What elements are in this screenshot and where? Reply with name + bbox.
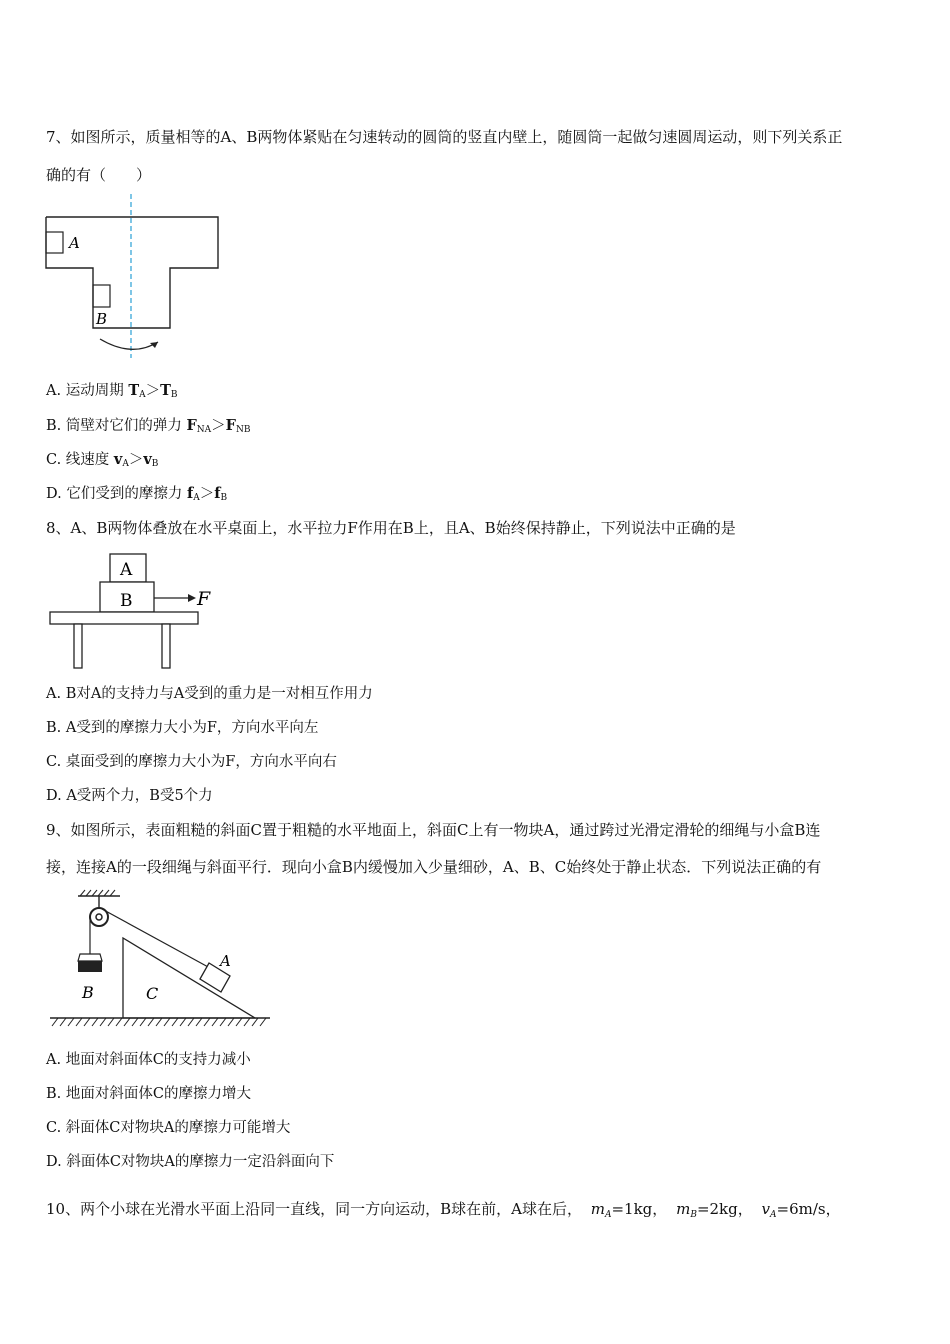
q8-stem-line1: 8、A、B两物体叠放在水平桌面上，水平拉力F作用在B上，且A、B始终保持静止，下列说法中正确的是 [46,519,736,537]
q8-option-c[interactable]: C. 桌面受到的摩擦力大小为F，方向水平向右 [46,754,337,770]
q8-table-leg-left [74,624,82,668]
q7-label-b: B [96,310,108,328]
q9-option-b[interactable]: B. 地面对斜面体C的摩擦力增大 [46,1086,251,1102]
q7-figure [40,192,230,362]
q9-incline-c [123,938,255,1018]
q8-table-leg-right [162,624,170,668]
q9-option-c[interactable]: C. 斜面体C对物块A的摩擦力可能增大 [46,1120,291,1136]
q8-option-b[interactable]: B. A受到的摩擦力大小为F，方向水平向左 [46,720,319,736]
q8-label-a: A [120,560,133,580]
q10-stem-line1: 10、两个小球在光滑水平面上沿同一直线，同一方向运动，B球在前，A球在后， $m_A=1kg$， $m_B=2kg$， $v_A=6m/s$， [46,1199,841,1225]
q8-option-a[interactable]: A. B对A的支持力与A受到的重力是一对相互作用力 [46,686,373,702]
q9-label-b: B [82,983,94,1002]
q7-option-a[interactable]: A. 运动周期 $T_A>T_B$ [46,382,178,400]
q9-box-b [78,954,102,961]
q9-figure [44,886,276,1032]
q8-label-f: F [197,588,211,610]
q9-stem-line2: 接，连接A的一段细绳与斜面平行．现向小盒B内缓慢加入少量细砂，A、B、C始终处于静止状态．下列说法正确的有 [46,858,822,876]
q10-mass-b: $m_B=2kg$ [676,1200,738,1220]
q8-label-b: B [120,591,133,611]
q9-label-c: C [146,984,159,1003]
q7-box-a [46,232,63,253]
q7-stem-line2: 确的有（ ） [46,166,152,184]
q10-mass-a: $m_A=1kg$ [590,1200,653,1220]
q7-box-b [93,285,110,307]
q7-option-d[interactable]: D. 它们受到的摩擦力 $f_A>f_B$ [46,485,228,503]
q10-velocity-a: $v_A=6m/s$ [761,1200,826,1220]
q8-table-top [50,612,198,624]
q8-option-d[interactable]: D. A受两个力，B受5个力 [46,788,213,804]
q8-figure [44,550,224,672]
q9-option-a[interactable]: A. 地面对斜面体C的支持力减小 [46,1052,251,1068]
q7-label-a: A [69,234,80,252]
q9-stem-line1: 9、如图所示，表面粗糙的斜面C置于粗糙的水平地面上，斜面C上有一物块A，通过跨过光滑定滑轮的细绳与小盒B连 [46,821,821,839]
q8-force-arrowhead [188,594,196,602]
q7-option-b[interactable]: B. 筒壁对它们的弹力 $F_{NA}>F_{NB}$ [46,417,251,435]
q9-option-d[interactable]: D. 斜面体C对物块A的摩擦力一定沿斜面向下 [46,1154,335,1170]
q7-option-c[interactable]: C. 线速度 $v_A>v_B$ [46,451,159,469]
q9-label-a: A [220,952,231,970]
q7-stem-line1: 7、如图所示，质量相等的A、B两物体紧贴在匀速转动的圆筒的竖直内壁上，随圆筒一起做匀速圆周运动，则下列关系正 [46,128,843,146]
q7-rotation-arrow [100,339,158,349]
